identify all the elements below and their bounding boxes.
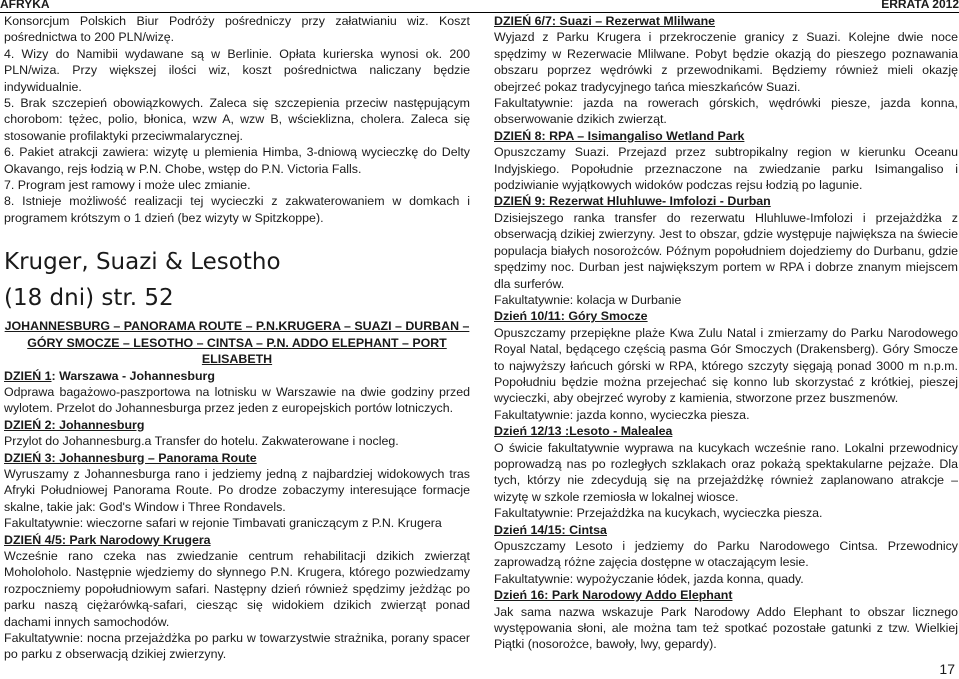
day-9-heading: DZIEŃ 9: Rezerwat Hluhluwe- Imfolozi - Durban [494,194,771,209]
day-16-heading: Dzień 16: Park Narodowy Addo Elephant [494,588,733,603]
day-14-15-text: Opuszczamy Lesoto i jedziemy do Parku Narodowego Cintsa. Przewodnicy zaprowadzą różne zajęcia dostępne w otaczającym lesie. [494,539,958,570]
day-14-15-optional: Fakultatywnie: wypożyczanie łódek, jazda konna, quady. [494,571,804,586]
day-10-11-text: Opuszczamy przepiękne plaże Kwa Zulu Natal i zmierzamy do Parku Narodowego Royal Natal, będącego częścią pasma Gór Smoczych (Drakensberg). Góry Smocze to najwyższy łańcuch górski w RPA, którego szczyty sięgają ponad 3000 m n.p.m. Popołudniu będzie można przejechać się konno lub skorzystać z krótkiej, pieszej wycieczki, aby obejrzeć wyroby z kamienia, stworzone przez buszmenów. [494,325,958,406]
day-10-11-optional: Fakultatywnie: jazda konno, wycieczka piesza. [494,407,750,422]
day-16-text: Jak sama nazwa wskazuje Park Narodowy Addo Elephant to obszar licznego występowania słoni, ale można tam też spotkać pozostałe gatunki z tzw. Wielkiej Piątki (nosorożce, bawoły, lwy, gepardy). [494,604,958,652]
day-6-7-text: Wyjazd z Parku Krugera i przekroczenie granicy z Suazi. Kolejne dwie noce spędzimy w Rezerwacie Mlilwane. Pobyt będzie okazją do pieszego poznawania obszaru poprzez wędrówki z przewodnikami. Będziemy również mieli okazję obejrzeć pokaz tradycyjnego tańca mieszkańców Suazi. [494,30,958,94]
day-4-5-heading: DZIEŃ 4/5: Park Narodowy Krugera [4,532,211,547]
page-number: 17 [939,661,955,677]
page-header [0,0,959,12]
day-9-text: Dzisiejszego ranka transfer do rezerwatu Hluhluwe-Imfolozi i przejażdżka z obserwacją dzikiej zwierzyny. Jest to obszar, gdzie występuje największa na świecie populacja białych nosorożców. Późnym popołudniem dojedziemy do Durbanu, gdzie spędzimy noc. Durban jest największym portem w RPA i dobrze znanym miejscem dla surferów. [494,210,958,291]
day-4-5-optional: Fakultatywnie: nocna przejażdżka po parku w towarzystwie strażnika, porany spacer po parku z obserwacją dzikiej zwierzyny. [4,631,470,662]
day-6-7-heading: DZIEŃ 6/7: Suazi – Rezerwat Mlilwane [494,14,716,28]
program-note-paragraph: 7. Program jest ramowy i może ulec zmianie. [4,178,251,193]
attractions-paragraph: 6. Pakiet atrakcji zawiera: wizytę u plemienia Himba, 3-dniową wycieczkę do Delty Okavango, rejs łodzią w P.N. Chobe, wstęp do P.N. Victoria Falls. [4,145,470,176]
day-12-13-text: O świcie fakultatywnie wyprawa na kucykach wcześnie rano. Lokalni przewodnicy poprowadzą nas po rozległych szklakach oraz pokażą spektakularne pejzaże. Dla tych, którzy nie zdecydują się na przejażdżkę również zaplanowano atrakcje – wizytę w szkole rzemiosła w lokalnej wiosce. [494,440,958,504]
day-8-text: Opuszczamy Suazi. Przejazd przez subtropikalny region w kierunku Oceanu Indyjskiego. Popołudnie przeznaczone na zwiedzanie parku Isimangaliso i podziwianie wyjątkowych widoków podczas rejsu łodzią po lagunie. [494,145,958,193]
day-12-13-heading: Dzień 12/13 :Lesoto - Malealea [494,424,673,439]
day-4-5-text: Wcześnie rano czeka nas zwiedzanie centrum rehabilitacji dzikich zwierząt Moholoholo. Następnie wjedziemy do słynnego P.N. Krugera, którego pozwiedzamy rozpoczniemy popołudniowym safari. Następny dzień również spędzimy jeżdżąc po parku naszą ciężarówką-safari, ciesząc się widokiem dzikich zwierząt ponad dachami innych samochodów. [4,548,470,629]
accommodation-option-paragraph: 8. Istnieje możliwość realizacji tej wycieczki z zakwaterowaniem w domkach i programem krótszym o 1 dzień (bez wizyty w Spitzkoppe). [4,194,470,225]
left-column [4,13,470,663]
day-8-heading: DZIEŃ 8: RPA – Isimangaliso Wetland Park [494,128,745,143]
day-9-optional: Fakultatywnie: kolacja w Durbanie [494,292,682,307]
tour-route: JOHANNESBURG – PANORAMA ROUTE – P.N.KRUGERA – SUAZI – DURBAN – GÓRY SMOCZE – LESOTHO – CINTSA – P.N. ADDO ELEPHANT – PORT ELISABETH [4,319,470,367]
day-3-text: Wyruszamy z Johannesburga rano i jedziemy jedną z najbardziej widokowych tras Afryki Południowej Panorama Route. Po drodze zobaczymy interesujące formacje skalne, takie jak: God's Window i Three Rondavels. [4,466,470,514]
vaccination-paragraph: 5. Brak szczepień obowiązkowych. Zaleca się szczepienia przeciw następującym chorobom: tężec, polio, błonica, wzw A, wzw B, wścieklizna, cholera. Zaleca się stosowanie profilaktyki przeciwmalarycznej. [4,96,470,143]
namibia-visa-paragraph: 4. Wizy do Namibii wydawane są w Berlinie. Opłata kurierska wynosi ok. 200 PLN/wiza. Przy większej ilości wiz, koszt pośrednictwa naliczany będzie indywidualnie. [4,46,470,94]
day-6-7-optional: Fakultatywnie: jazda na rowerach górskich, wędrówki piesze, jazda konna, obserwowanie dzikich zwierząt. [494,96,958,127]
right-column [494,13,958,653]
header-section-title: AFRYKA [0,0,50,11]
day-10-11-heading: Dzień 10/11: Góry Smocze [494,309,648,324]
tour-title: Kruger, Suazi & Lesotho [4,249,281,276]
day-1-text: Odprawa bagażowo-paszportowa na lotnisku w Warszawie na dwie godziny przed wylotem. Przelot do Johannesburga przez jeden z europejskich portów lotniczych. [4,384,470,416]
tour-duration-page: (18 dni) str. 52 [4,285,174,312]
visa-note-paragraph: Konsorcjum Polskich Biur Podróży pośredniczy przy załatwianiu wiz. Koszt pośrednictwa to 200 PLN/wizę. [4,14,470,45]
day-3-heading: DZIEŃ 3: Johannesburg – Panorama Route [4,450,257,465]
day-14-15-heading: Dzień 14/15: Cintsa [494,522,607,537]
day-1-heading: DZIEŃ 1: Warszawa - Johannesburg [4,368,215,383]
day-2-heading: DZIEŃ 2: Johannesburg [4,417,145,432]
day-2-text: Przylot do Johannesburg.a Transfer do hotelu. Zakwaterowane i nocleg. [4,434,399,449]
day-3-optional: Fakultatywnie: wieczorne safari w rejonie Timbavati graniczącym z P.N. Krugera [4,516,442,531]
day-12-13-optional: Fakultatywnie: Przejażdżka na kucykach, wycieczka piesza. [494,506,823,521]
header-errata-label: ERRATA 2012 [881,0,959,11]
